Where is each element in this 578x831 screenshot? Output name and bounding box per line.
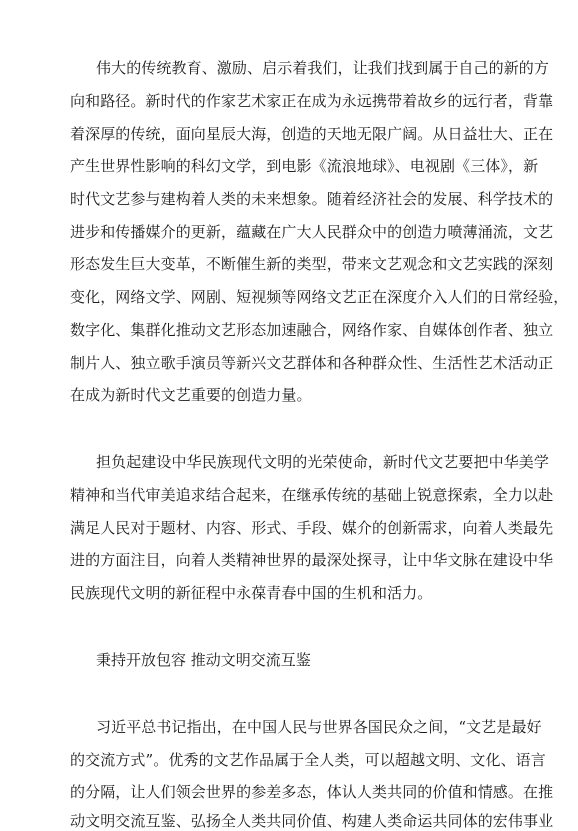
paragraph-1-line-5: 时代文艺参与建构着人类的未来想象。随着经济社会的发展、科学技术的 [70,190,554,208]
paragraph-1-line-10: 制片人、独立歌手演员等新兴文艺群体和各种群众性、生活性艺术活动正 [70,354,554,372]
paragraph-1-line-7: 形态发生巨大变革，不断催生新的类型，带来文艺观念和文艺实践的深刻 [70,255,554,273]
paragraph-1-line-8: 变化，网络文学、网剧、短视频等网络文艺正在深度介入人们的日常经验， [70,288,569,306]
paragraph-1-line-3: 着深厚的传统，面向星辰大海，创造的天地无限广阔。从日益壮大、正在 [70,125,554,143]
paragraph-1-line-6: 进步和传播媒介的更新，蕴藏在广大人民群众中的创造力喷薄涌流，文艺 [70,223,554,241]
section-heading: 秉持开放包容 推动文明交流互鉴 [96,651,311,669]
paragraph-3-line-1: 习近平总书记指出，在中国人民与世界各国民众之间，“文艺是最好 [96,718,542,736]
paragraph-3-line-4: 动文明交流互鉴、弘扬全人类共同价值、构建人类命运共同体的宏伟事业 [70,812,554,830]
paragraph-3-line-2: 的交流方式”。优秀的文艺作品属于全人类，可以超越文明、文化、语言 [70,751,546,769]
paragraph-1-line-11: 在成为新时代文艺重要的创造力量。 [70,386,312,404]
paragraph-3-line-3: 的分隔，让人们领会世界的参差多态，体认人类共同的价值和情感。在推 [70,783,554,801]
paragraph-1-line-1: 伟大的传统教育、激励、启示着我们，让我们找到属于自己的新的方 [96,59,550,77]
paragraph-1-line-4: 产生世界性影响的科幻文学，到电影《流浪地球》、电视剧《三体》，新 [70,157,539,175]
paragraph-1-line-9: 数字化、集群化推动文艺形态加速融合，网络作家、自媒体创作者、独立 [70,321,554,339]
paragraph-2-line-3: 满足人民对于题材、内容、形式、手段、媒介的创新需求，向着人类最先 [70,519,554,537]
paragraph-2-line-2: 精神和当代审美追求结合起来，在继承传统的基础上锐意探索，全力以赴 [70,486,554,504]
paragraph-1-line-2: 向和路径。新时代的作家艺术家正在成为永远携带着故乡的远行者，背靠 [70,92,554,110]
paragraph-2-line-4: 进的方面注目，向着人类精神世界的最深处探寻，让中华文脉在建设中华 [70,551,554,569]
paragraph-2-line-1: 担负起建设中华民族现代文明的光荣使命，新时代文艺要把中华美学 [96,453,550,471]
paragraph-2-line-5: 民族现代文明的新征程中永葆青春中国的生机和活力。 [70,584,433,602]
